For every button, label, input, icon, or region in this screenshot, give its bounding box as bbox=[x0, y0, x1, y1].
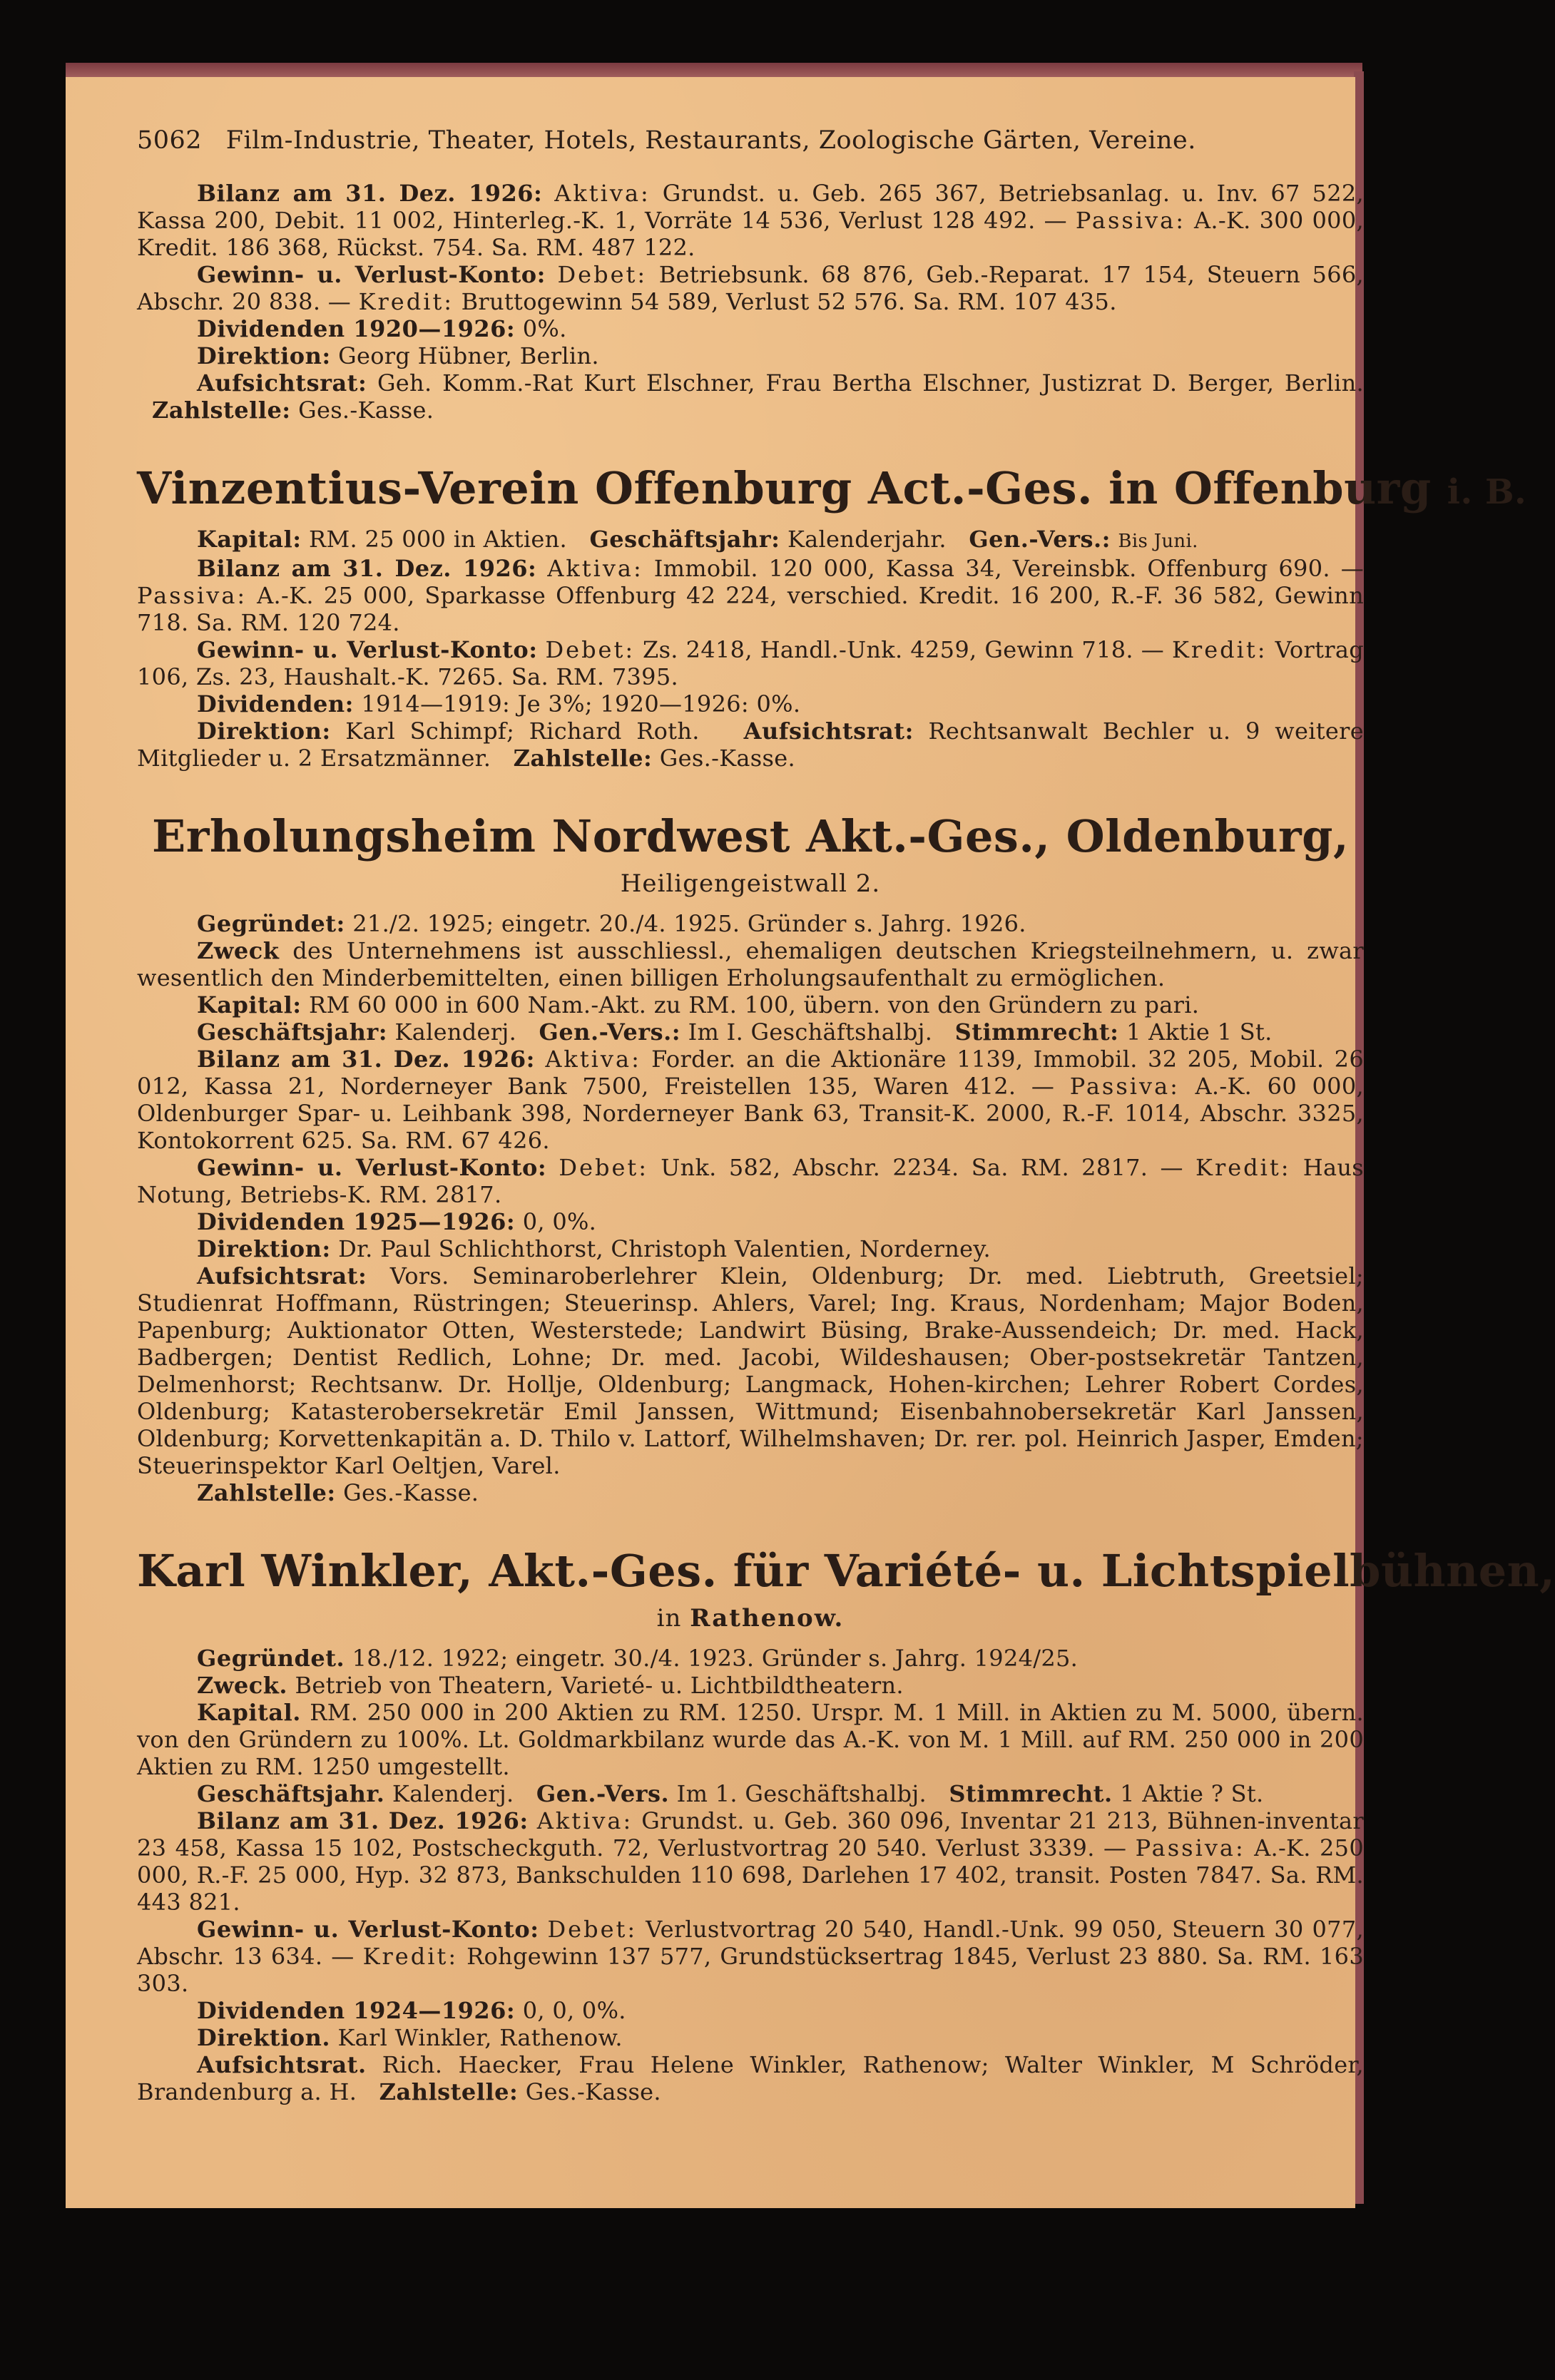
dividends-paragraph: Dividenden 1925—1926: 0, 0%. bbox=[197, 1208, 597, 1235]
guv-paragraph: Gewinn- u. Verlust-Konto: Debet: Unk. 582, Abschr. 2234. Sa. RM. 2817. — Kredit: Haus Notung, Betriebs-K. RM. 2817. bbox=[137, 1154, 1364, 1208]
bilanz-paragraph: Bilanz am 31. Dez. 1926: Aktiva: Immobil. 120 000, Kassa 34, Vereinsbk. Offenburg 690. — Passiva: A.-K. 25 000, Sparkasse Offenburg 42 224, verschied. Kredit. 16 200, R.-F. 36 582, Gewinn 718. Sa. RM. 120 724. bbox=[137, 555, 1365, 636]
page-number: 5062 bbox=[137, 126, 203, 155]
guv-paragraph: Gewinn- u. Verlust-Konto: Debet: Zs. 2418, Handl.-Unk. 4259, Gewinn 718. — Kredit: Vortrag 106, Zs. 23, Haushalt.-K. 7265. Sa. RM. 7395. bbox=[137, 636, 1364, 690]
entry-subtitle: Heiligengeistwall 2. bbox=[620, 869, 881, 898]
guv-paragraph: Gewinn- u. Verlust-Konto: Debet: Betriebsunk. 68 876, Geb.-Reparat. 17 154, Steuern 566, Abschr. 20 838. — Kredit: Bruttogewinn 54 589, Verlust 52 576. Sa. RM. 107 435. bbox=[137, 261, 1365, 315]
purpose-paragraph: Zweck des Unternehmens ist ausschliessl., ehemaligen deutschen Kriegsteilnehmern, u. zwar wesentlich den Minderbemittelten, einen billigen Erholungsaufenthalt zu ermöglichen. bbox=[137, 937, 1364, 991]
direction-paragraph: Direktion: Dr. Paul Schlichthorst, Christoph Valentien, Norderney. bbox=[197, 1235, 991, 1262]
purpose-paragraph: Zweck. Betrieb von Theatern, Varieté- u. Lichtbildtheatern. bbox=[197, 1672, 904, 1699]
entry-karl-winkler bbox=[137, 1543, 1555, 2105]
entry-continued bbox=[137, 180, 1364, 424]
entry-erholungsheim-nordwest bbox=[137, 809, 1364, 1506]
dividends-paragraph: Dividenden 1924—1926: 0, 0, 0%. bbox=[197, 1997, 626, 2024]
capital-paragraph: Kapital. RM. 250 000 in 200 Aktien zu RM. 1250. Urspr. M. 1 Mill. in Aktien zu M. 5000, übern. von den Gründern zu 100%. Lt. Goldmarkbilanz wurde das A.-K. von M. 1 Mill. auf RM. 250 000 in 200 Aktien zu RM. 1250 umgestellt. bbox=[137, 1699, 1364, 1780]
running-title: Film-Industrie, Theater, Hotels, Restaurants, Zoologische Gärten, Vereine. bbox=[225, 126, 1196, 155]
fiscal-year-paragraph: Geschäftsjahr. Kalenderj. Gen.-Vers. Im 1. Geschäftshalbj. Stimmrecht. 1 Aktie ? St. bbox=[197, 1780, 1264, 1807]
entry-subtitle: in Rathenow. bbox=[656, 1604, 845, 1633]
capital-paragraph: Kapital: RM 60 000 in 600 Nam.-Akt. zu RM. 100, übern. von den Gründern zu pari. bbox=[197, 991, 1200, 1018]
supervisory-board-paragraph: Aufsichtsrat: Vors. Seminaroberlehrer Klein, Oldenburg; Dr. med. Liebtruth, Greetsiel; Studienrat Hoffmann, Rüstringen; Steuerinsp. Ahlers, Varel; Ing. Kraus, Nordenham; Major Boden, Papenburg; Auktionator Otten, Westerstede; Landwirt Büsing, Brake-Aussendeich; Dr. med. Hack, Badbergen; Dentist Redlich, Lohne; Dr. med. Jacobi, Wildeshausen; Ober-postsekretär Tantzen, Delmenhorst; Rechtsanw. Dr. Hollje, Oldenburg; Langmack, Hohen-kirchen; Lehrer Robert Cordes, Oldenburg; Katasterobersekretär Emil Janssen, Wittmund; Eisenbahnobersekretär Karl Janssen, Oldenburg; Korvettenkapitän a. D. Thilo v. Lattorf, Wilhelmshaven; Dr. rer. pol. Heinrich Jasper, Emden; Steuerinspektor Karl Oeltjen, Varel. bbox=[137, 1262, 1364, 1479]
bilanz-paragraph: Bilanz am 31. Dez. 1926: Aktiva: Grundst. u. Geb. 360 096, Inventar 21 213, Bühnen-inventar 23 458, Kassa 15 102, Postscheckguth. 72, Verlustvortrag 20 540. Verlust 3339. — Passiva: A.-K. 250 000, R.-F. 25 000, Hyp. 32 873, Bankschulden 110 698, Darlehen 17 402, transit. Posten 7847. Sa. RM. 443 821. bbox=[137, 1807, 1364, 1916]
guv-paragraph: Gewinn- u. Verlust-Konto: Debet: Verlustvortrag 20 540, Handl.-Unk. 99 050, Steuern 30 077, Abschr. 13 634. — Kredit: Rohgewinn 137 577, Grundstücksertrag 1845, Verlust 23 880. Sa. RM. 163 303. bbox=[137, 1916, 1364, 1997]
entry-title: Erholungsheim Nordwest Akt.-Ges., Oldenburg, bbox=[151, 810, 1350, 862]
entry-vinzentius-verein bbox=[137, 461, 1527, 772]
dividends-paragraph: Dividenden: 1914—1919: Je 3%; 1920—1926: 0%. bbox=[197, 690, 801, 717]
founded-paragraph: Gegründet: 21./2. 1925; eingetr. 20./4. 1925. Gründer s. Jahrg. 1926. bbox=[197, 910, 1026, 937]
direction-paragraph: Direktion: Georg Hübner, Berlin. bbox=[197, 342, 599, 369]
entry-title: Vinzentius-Verein Offenburg Act.-Ges. in Offenburg i. B. bbox=[137, 462, 1527, 514]
supervisory-board-paragraph: Aufsichtsrat: Geh. Komm.-Rat Kurt Elschner, Frau Bertha Elschner, Justizrat D. Berger, Berlin. Zahlstelle: Ges.-Kasse. bbox=[151, 369, 1364, 424]
fiscal-year-paragraph: Geschäftsjahr: Kalenderj. Gen.-Vers.: Im I. Geschäftshalbj. Stimmrecht: 1 Aktie 1 St. bbox=[197, 1018, 1273, 1046]
founded-paragraph: Gegründet. 18./12. 1922; eingetr. 30./4. 1923. Gründer s. Jahrg. 1924/25. bbox=[197, 1645, 1079, 1672]
page-header bbox=[137, 127, 1364, 154]
bilanz-paragraph: Bilanz am 31. Dez. 1926: Aktiva: Forder. an die Aktionäre 1139, Immobil. 32 205, Mobil. 26 012, Kassa 21, Norderneyer Bank 7500, Freistellen 135, Waren 412. — Passiva: A.-K. 60 000, Oldenburger Spar- u. Leihbank 398, Norderneyer Bank 63, Transit-K. 2000, R.-F. 1014, Abschr. 3325, Kontokorrent 625. Sa. RM. 67 426. bbox=[137, 1046, 1364, 1154]
direction-paragraph: Direktion: Karl Schimpf; Richard Roth. Aufsichtsrat: Rechtsanwalt Bechler u. 9 weitere Mitglieder u. 2 Ersatzmänner. Zahlstelle: Ges.-Kasse. bbox=[137, 717, 1364, 772]
paying-agent-paragraph: Zahlstelle: Ges.-Kasse. bbox=[197, 1479, 479, 1506]
entry-title: Karl Winkler, Akt.-Ges. für Variété- u. Lichtspielbühnen, bbox=[137, 1545, 1555, 1597]
dividends-paragraph: Dividenden 1920—1926: 0%. bbox=[197, 315, 567, 342]
direction-paragraph: Direktion. Karl Winkler, Rathenow. bbox=[197, 2024, 623, 2051]
bilanz-paragraph: Bilanz am 31. Dez. 1926: Aktiva: Grundst. u. Geb. 265 367, Betriebsanlag. u. Inv. 67 522, Kassa 200, Debit. 11 002, Hinterleg.-K. 1, Vorräte 14 536, Verlust 128 492. — Passiva: A.-K. 300 000, Kredit. 186 368, Rückst. 754. Sa. RM. 487 122. bbox=[137, 180, 1364, 261]
page bbox=[66, 77, 1555, 2208]
capital-paragraph: Kapital: RM. 25 000 in Aktien. Geschäftsjahr: Kalenderjahr. Gen.-Vers.: Bis Juni. bbox=[197, 526, 1198, 553]
page-content bbox=[137, 126, 1555, 2105]
supervisory-board-paragraph: Aufsichtsrat. Rich. Haecker, Frau Helene Winkler, Rathenow; Walter Winkler, M Schröder, Brandenburg a. H. Zahlstelle: Ges.-Kasse. bbox=[137, 2051, 1364, 2105]
